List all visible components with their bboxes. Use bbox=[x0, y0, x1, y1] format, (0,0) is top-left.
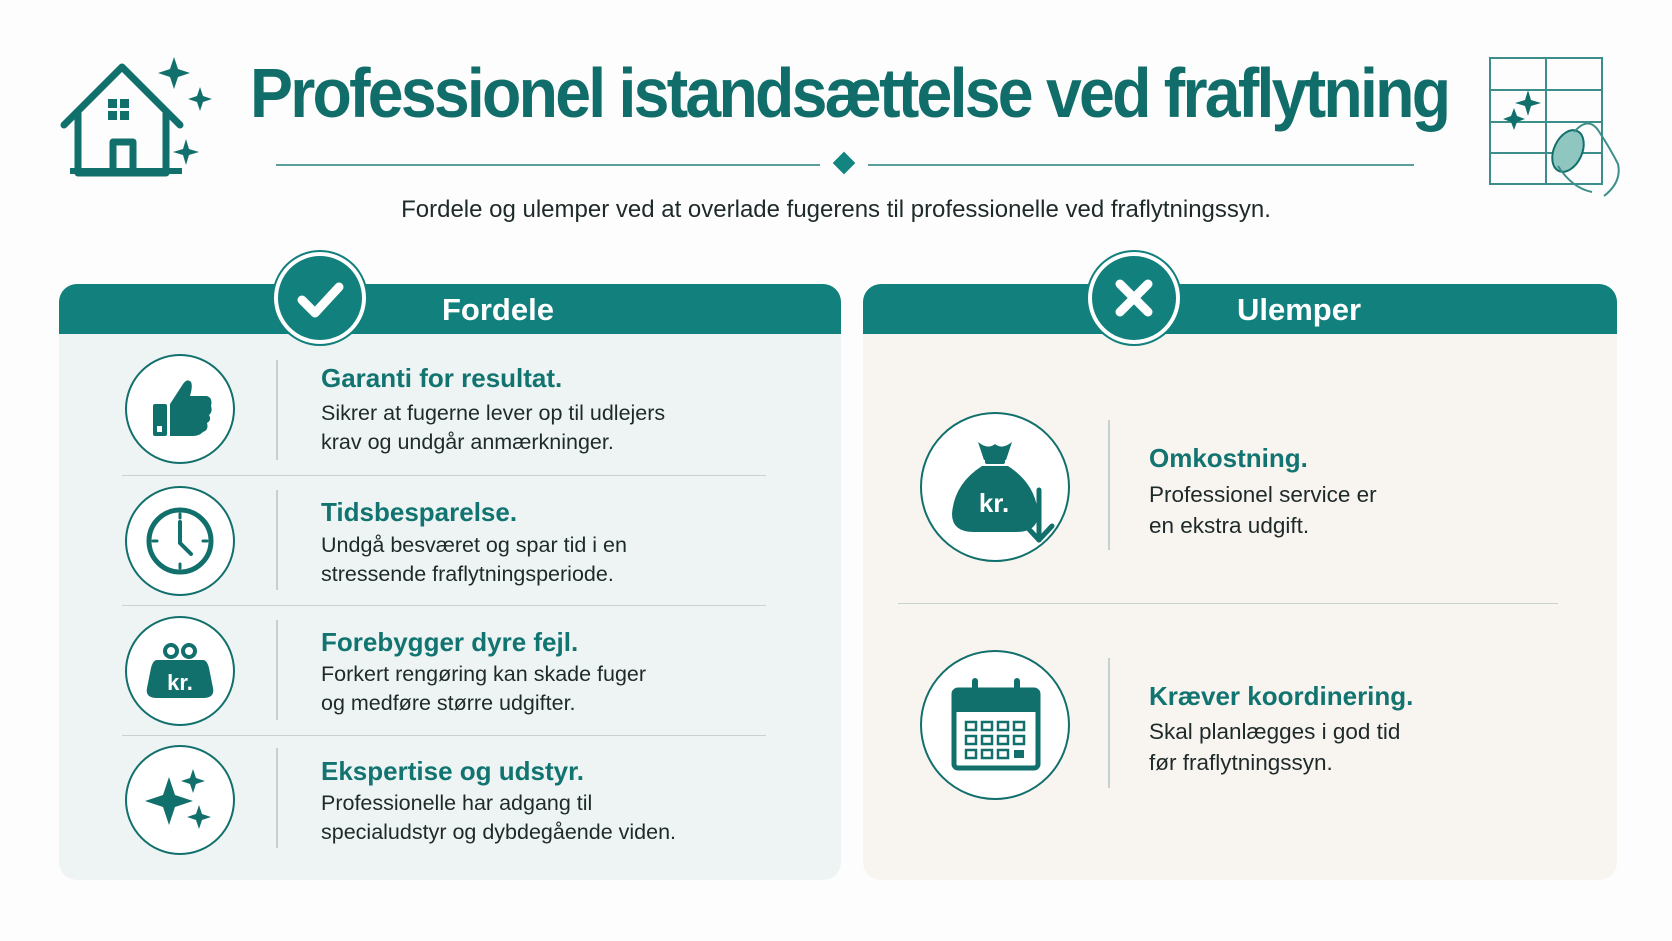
pros-item-icon-circle bbox=[125, 616, 235, 726]
clock-icon bbox=[127, 488, 233, 594]
pros-item-desc-line: Forkert rengøring kan skade fuger bbox=[321, 662, 647, 686]
pros-item-desc-line: stressende fraflytningsperiode. bbox=[321, 562, 614, 586]
pros-item-separator bbox=[276, 748, 278, 848]
page-subtitle: Fordele og ulemper ved at overlade fugerens til professionelle ved fraflytningssyn. bbox=[401, 196, 1271, 223]
calendar-icon bbox=[922, 652, 1068, 798]
pros-item-icon-circle bbox=[125, 486, 235, 596]
page-title: Professionel istandsættelse ved fraflytning bbox=[250, 54, 1449, 132]
pros-item-desc-line: specialudstyr og dybdegående viden. bbox=[321, 820, 677, 844]
coin-purse-icon bbox=[127, 618, 233, 724]
pros-item-title: Tidsbesparelse. bbox=[321, 497, 518, 527]
cons-item-desc-line: Professionel service er bbox=[1149, 482, 1377, 507]
cons-badge bbox=[1088, 252, 1180, 344]
cons-item-separator bbox=[1108, 420, 1110, 550]
house-sparkle-icon bbox=[58, 55, 218, 185]
pros-item-separator bbox=[276, 490, 278, 590]
pros-heading: Fordele bbox=[442, 292, 554, 327]
pros-badge bbox=[274, 252, 366, 344]
cons-item-separator bbox=[1108, 658, 1110, 788]
cons-panel-header bbox=[863, 284, 1617, 334]
pros-panel-header bbox=[59, 284, 841, 334]
thumbs-up-icon bbox=[127, 356, 233, 462]
cons-item-desc-line: Skal planlægges i god tid bbox=[1149, 719, 1401, 744]
coin-purse-label: kr. bbox=[167, 670, 193, 695]
pros-item-icon-circle bbox=[125, 745, 235, 855]
pros-row-divider bbox=[122, 605, 766, 606]
cons-heading: Ulemper bbox=[1237, 292, 1362, 327]
sparkles-icon bbox=[127, 747, 233, 853]
pros-item-title: Garanti for resultat. bbox=[321, 363, 563, 393]
cons-item-icon-circle bbox=[920, 650, 1070, 800]
pros-item-icon-circle bbox=[125, 354, 235, 464]
cons-item-desc-line: før fraflytningssyn. bbox=[1149, 750, 1333, 775]
cons-item-desc-line: en ekstra udgift. bbox=[1149, 513, 1310, 538]
x-icon bbox=[1092, 256, 1176, 340]
cons-item-title: Kræver koordinering. bbox=[1149, 681, 1414, 711]
title-divider-right bbox=[868, 164, 1414, 166]
pros-item-desc-line: og medføre større udgifter. bbox=[321, 691, 576, 715]
pros-item-title: Forebygger dyre fejl. bbox=[321, 627, 579, 657]
pros-item-desc-line: Sikrer at fugerne lever op til udlejers bbox=[321, 401, 666, 425]
cons-item-title: Omkostning. bbox=[1149, 443, 1308, 473]
cons-item-icon-circle bbox=[920, 412, 1070, 562]
divider-diamond-icon bbox=[833, 152, 856, 175]
pros-row-divider bbox=[122, 735, 766, 736]
money-bag-label: kr. bbox=[978, 488, 1010, 518]
pros-item-separator bbox=[276, 620, 278, 720]
checkmark-icon bbox=[278, 256, 362, 340]
tile-cleaning-icon bbox=[1488, 56, 1628, 206]
pros-row-divider bbox=[122, 475, 766, 476]
pros-item-title: Ekspertise og udstyr. bbox=[321, 756, 584, 786]
money-bag-icon bbox=[922, 414, 1068, 560]
pros-item-desc-line: Professionelle har adgang til bbox=[321, 791, 593, 815]
pros-item-desc-line: Undgå besværet og spar tid i en bbox=[321, 533, 627, 557]
cons-row-divider bbox=[898, 603, 1558, 604]
pros-item-desc-line: krav og undgår anmærkninger. bbox=[321, 430, 614, 454]
pros-item-separator bbox=[276, 360, 278, 460]
title-divider-left bbox=[276, 164, 820, 166]
